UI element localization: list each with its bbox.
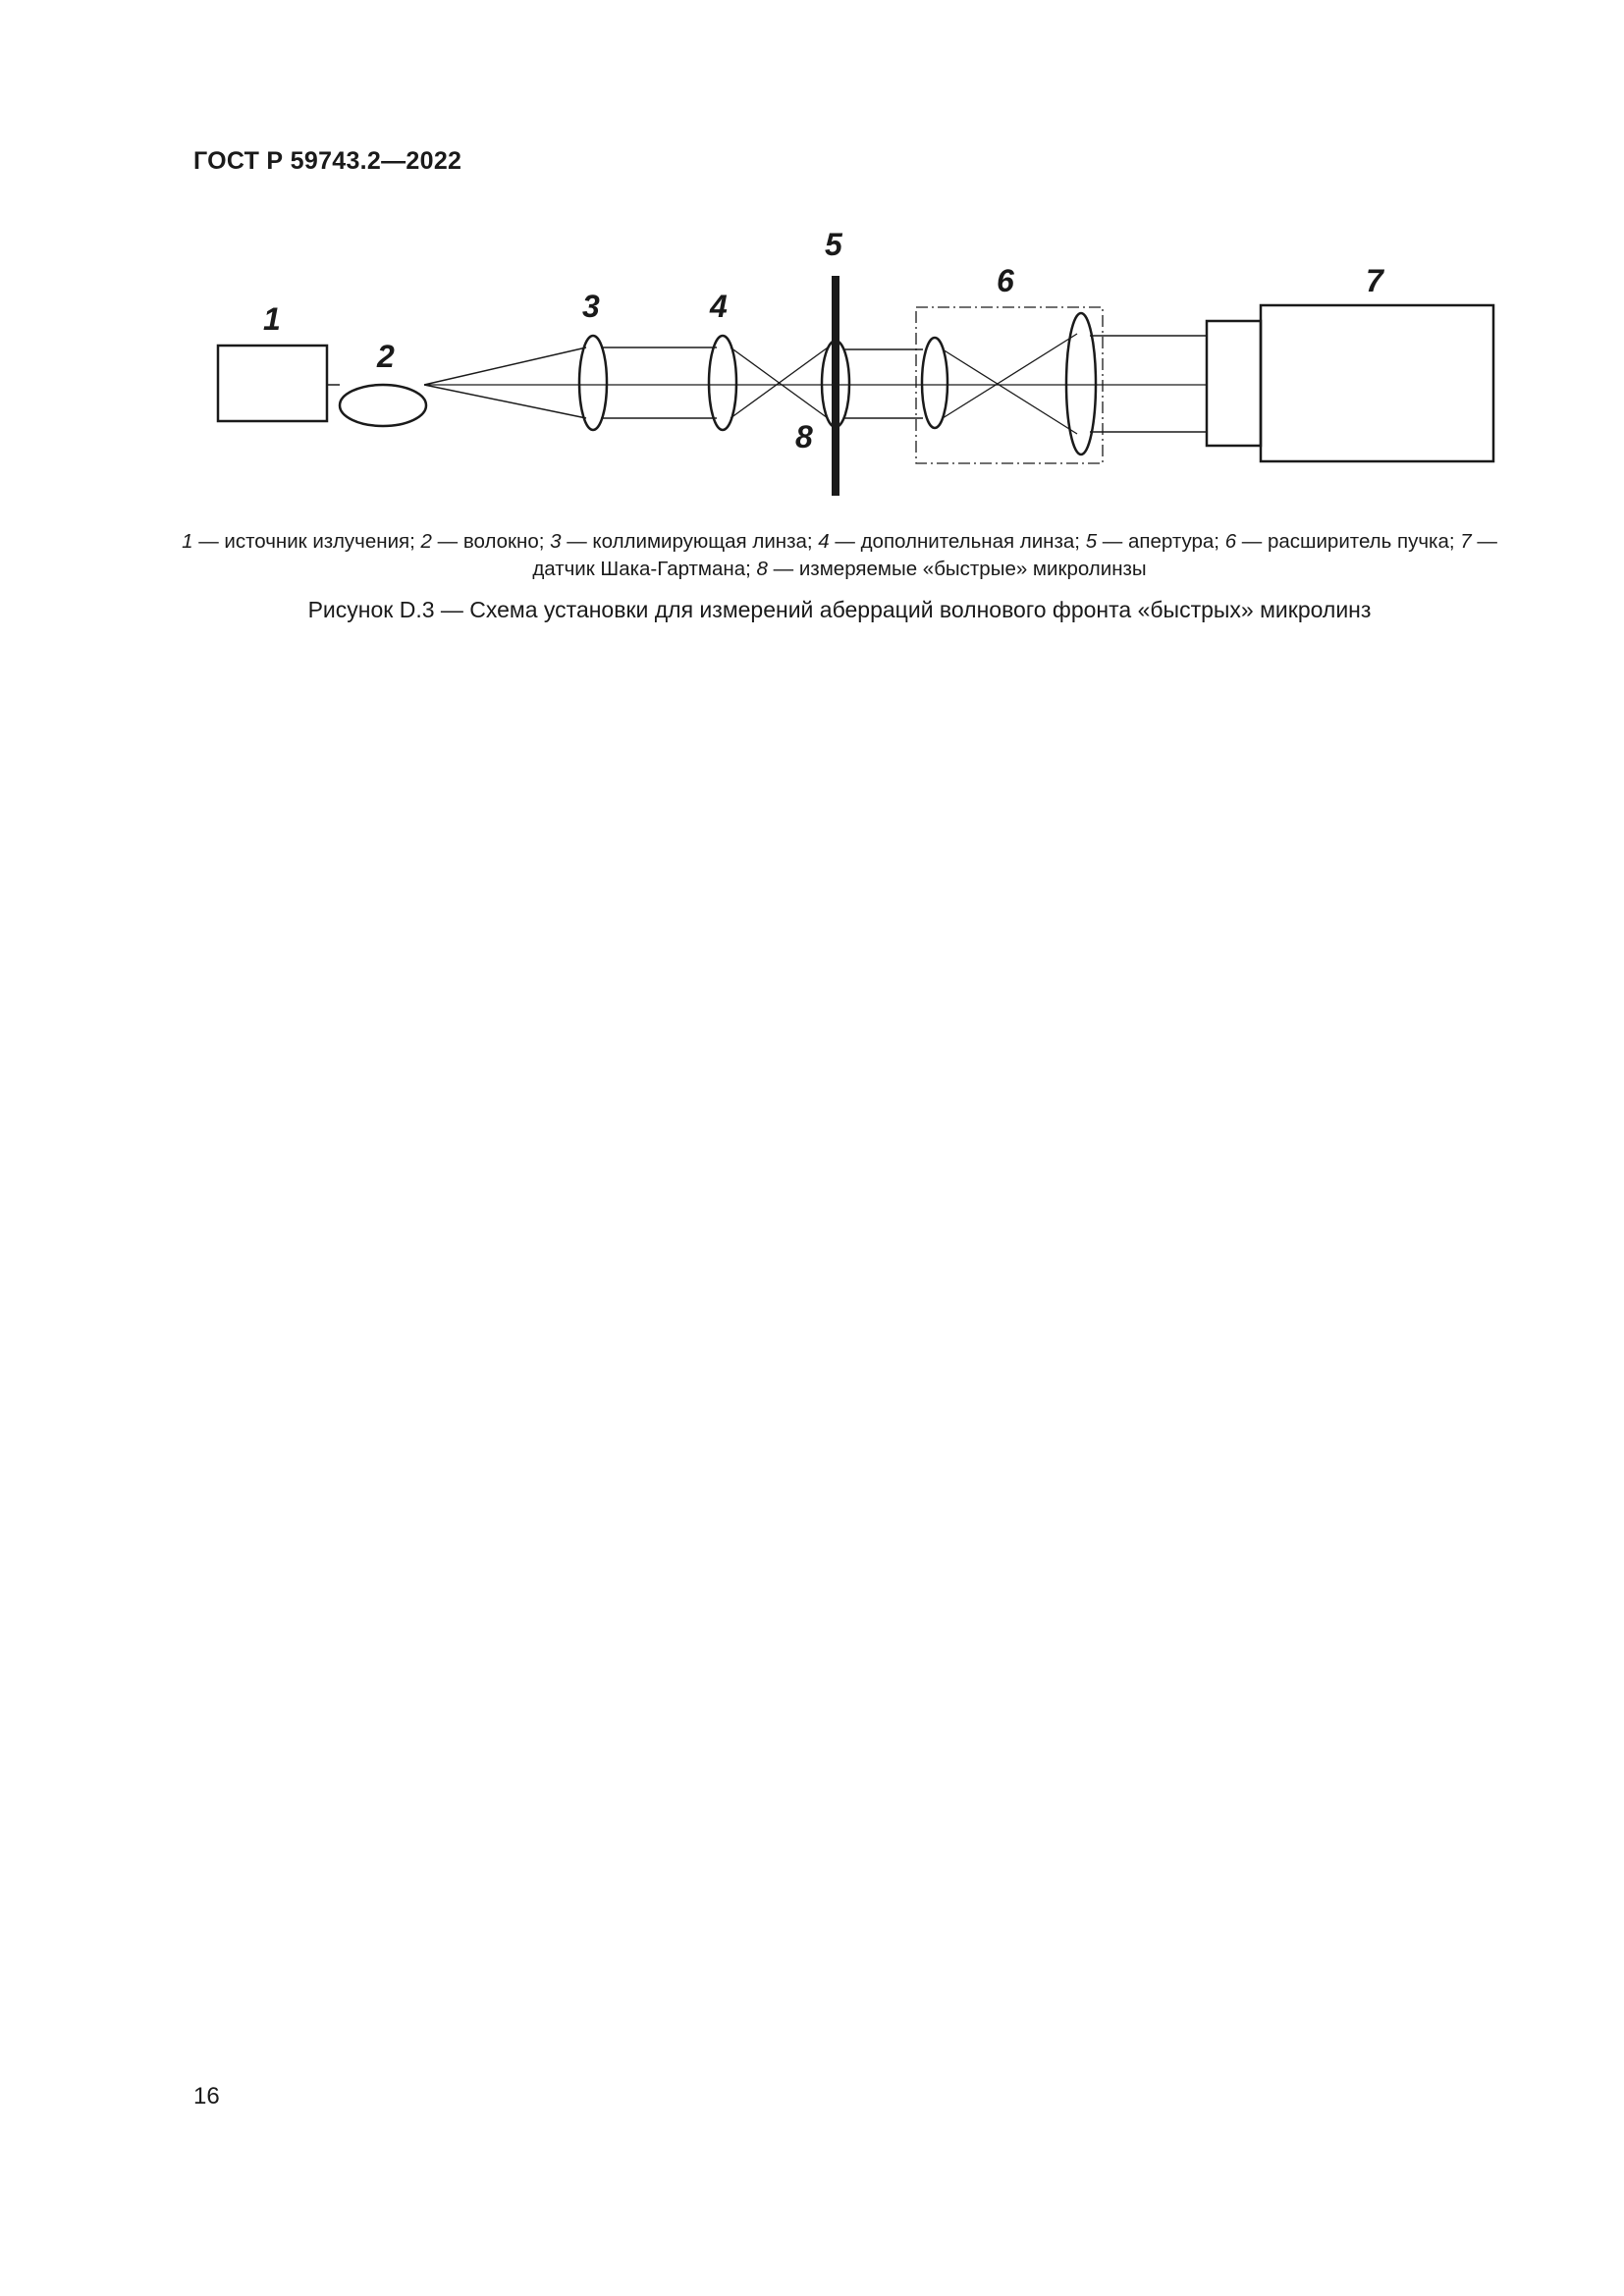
legend-item-6: 6 — расширитель пучка; xyxy=(1224,530,1461,553)
label-5: 5 xyxy=(825,227,842,262)
document-header: ГОСТ Р 59743.2—2022 xyxy=(193,147,462,175)
label-1: 1 xyxy=(263,301,281,337)
beam-cone-bottom xyxy=(424,385,586,418)
legend-item-7: 7 — датчик Шака-Гартмана; xyxy=(532,530,1497,580)
label-3: 3 xyxy=(582,289,600,324)
legend-item-4: 4 — дополнительная линза; xyxy=(818,530,1086,553)
legend-item-5: 5 — апертура; xyxy=(1085,530,1225,553)
expander-lens-large xyxy=(1066,313,1096,454)
beam-cone-top xyxy=(424,347,586,385)
figure-caption: Рисунок D.3 — Схема установки для измерений аберраций волнового фронта «быстрых» микролинз xyxy=(307,597,1372,622)
expander-ray-a xyxy=(943,349,1077,434)
label-7: 7 xyxy=(1366,263,1383,298)
sensor-input-port xyxy=(1207,321,1261,446)
collimating-lens xyxy=(579,336,607,430)
legend-item-3: 3 — коллимирующая линза; xyxy=(550,530,819,553)
additional-lens xyxy=(709,336,736,430)
label-4: 4 xyxy=(710,289,728,324)
label-2: 2 xyxy=(377,339,395,374)
fiber-coil xyxy=(340,385,426,426)
figure-legend xyxy=(157,528,1522,583)
optical-setup-diagram xyxy=(0,0,1624,530)
diagram-canvas xyxy=(0,0,1624,530)
label-8: 8 xyxy=(795,419,813,454)
radiation-source-box xyxy=(218,346,327,421)
expander-ray-b xyxy=(943,334,1077,418)
legend-item-8: 8 — измеряемые «быстрые» микролинзы xyxy=(756,558,1147,580)
label-6: 6 xyxy=(997,263,1014,298)
page-number: 16 xyxy=(193,2083,220,2109)
legend-item-2: 2 — волокно; xyxy=(420,530,551,553)
legend-item-1: 1 — источник излучения; xyxy=(182,530,421,553)
shack-hartmann-sensor-body xyxy=(1261,305,1493,461)
expander-lens-small xyxy=(922,338,947,428)
